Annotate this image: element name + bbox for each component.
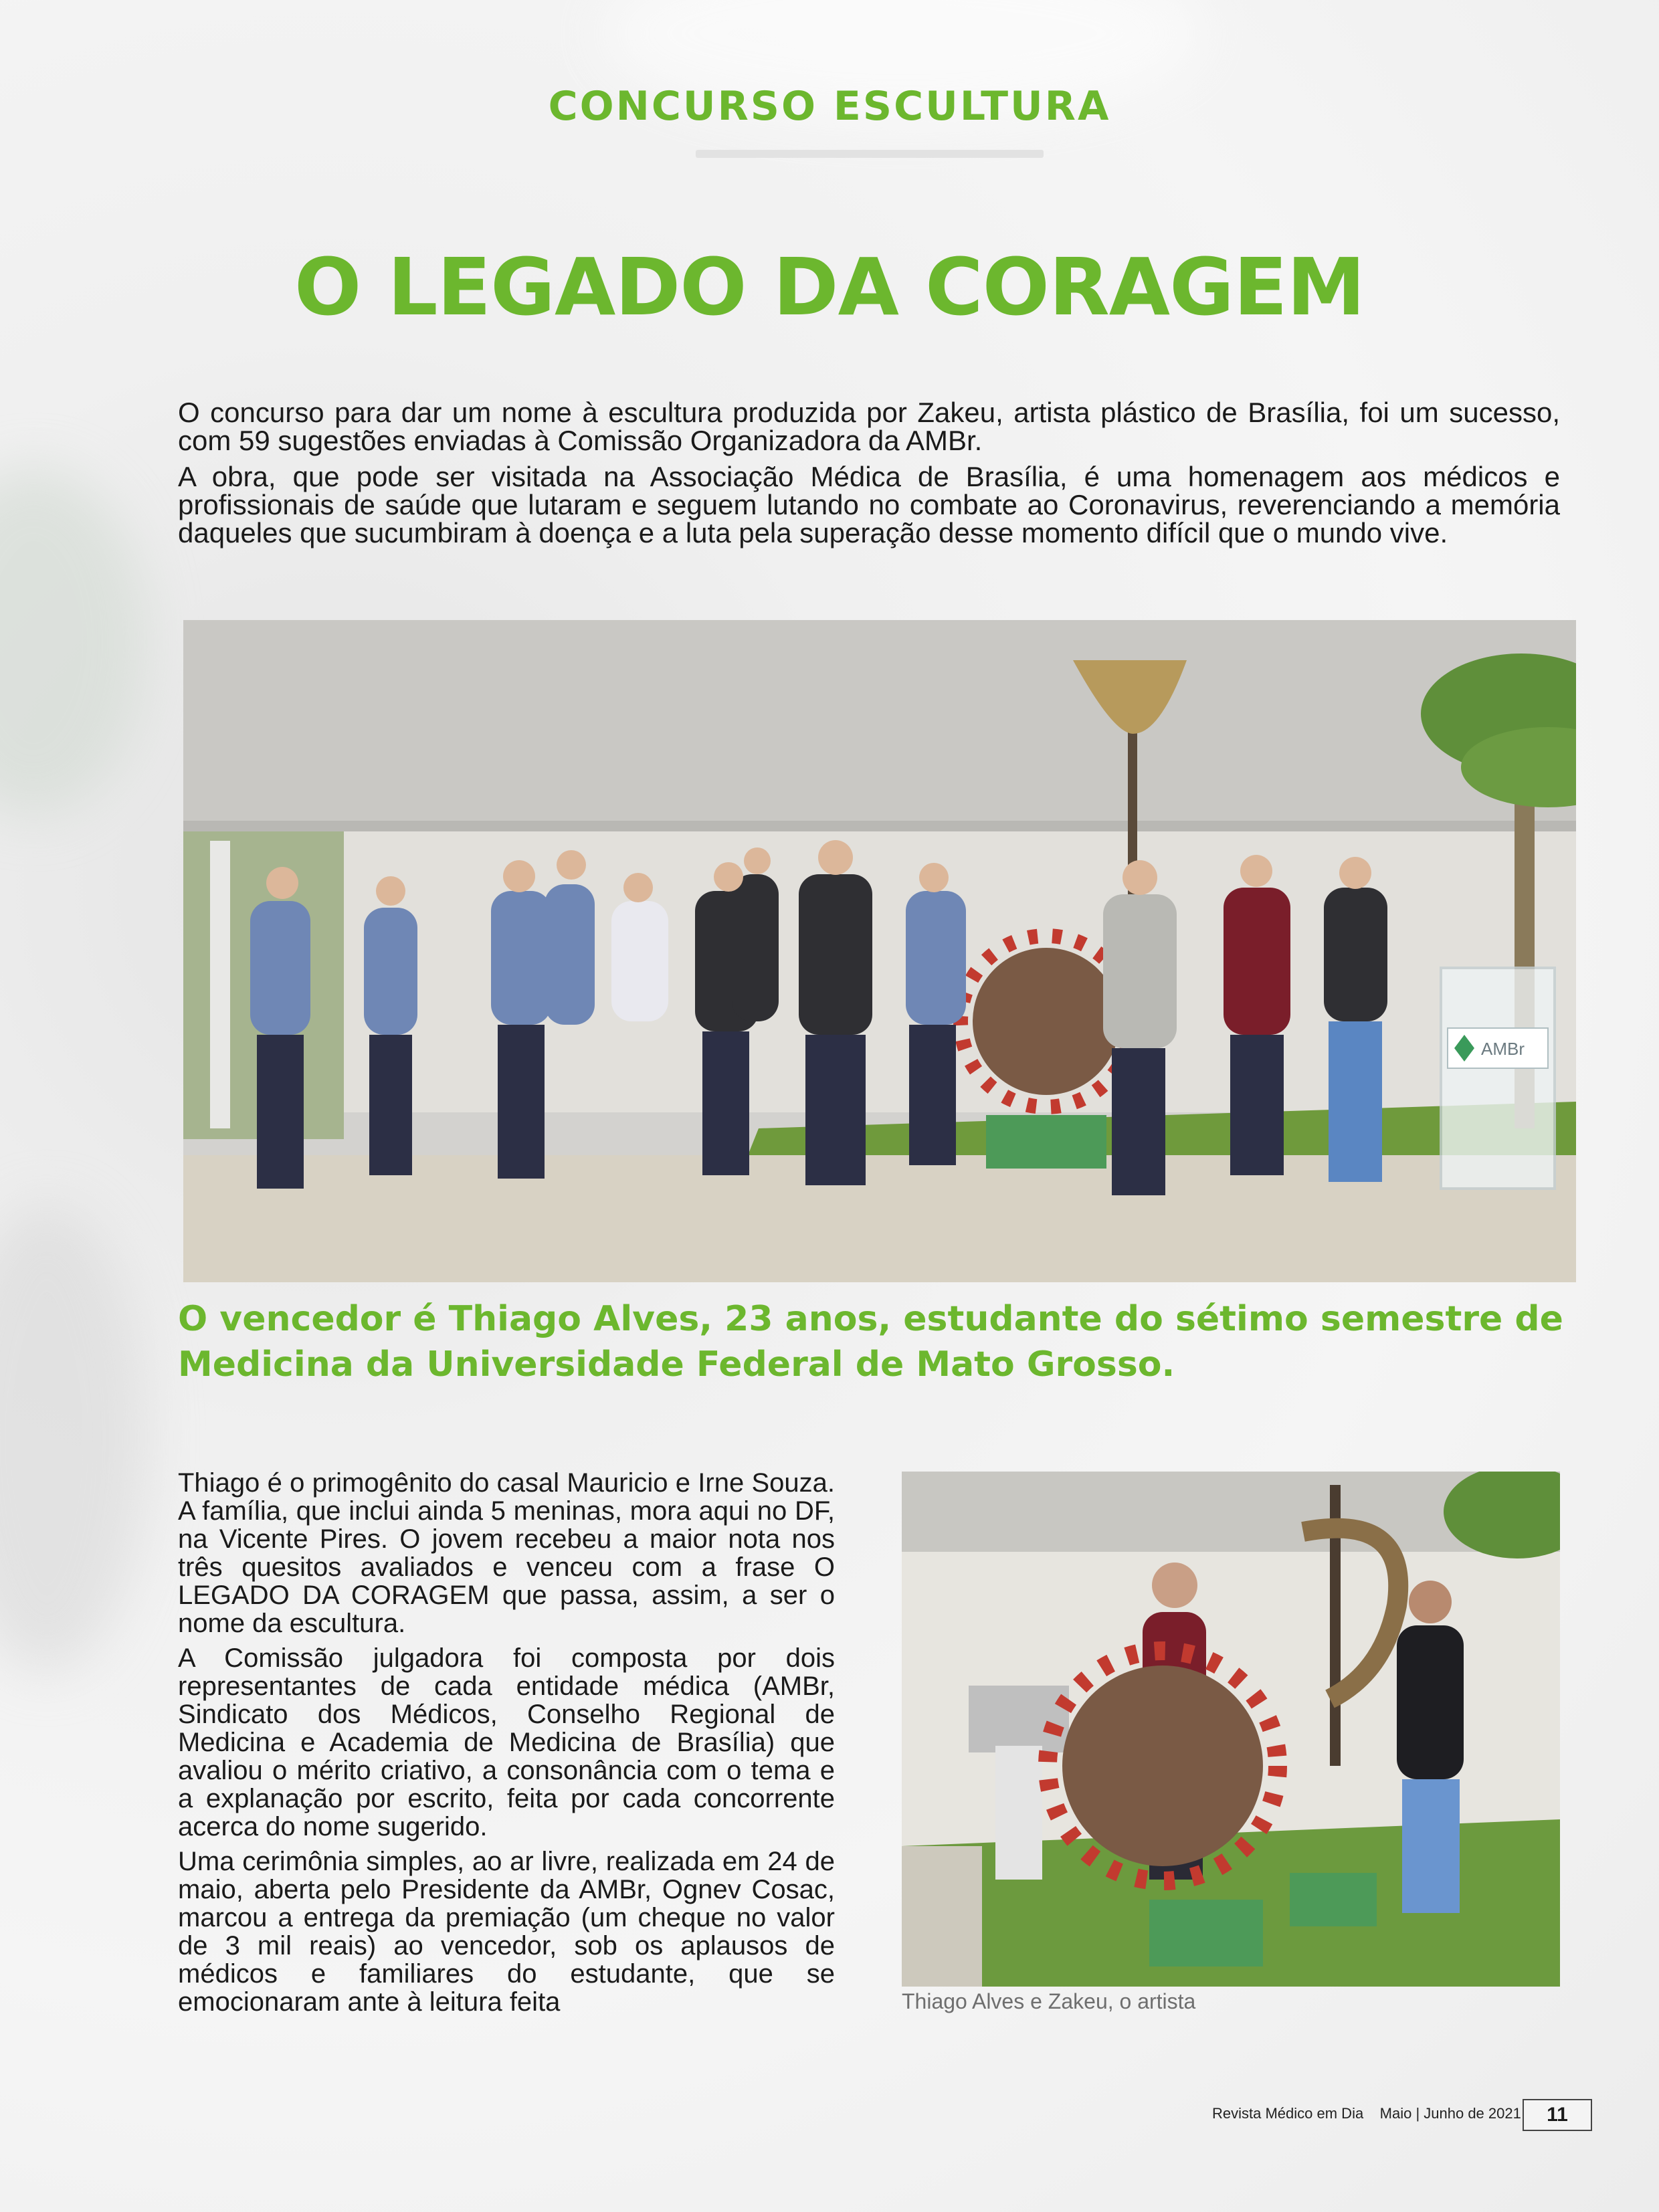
group-photo-illustration bbox=[183, 620, 1576, 1282]
page-title: O LEGADO DA CORAGEM bbox=[294, 241, 1365, 333]
footer-publication-name: Revista Médico em Dia bbox=[1212, 2105, 1364, 2122]
section-divider bbox=[696, 150, 1044, 158]
footer-date: Maio | Junho de 2021 bbox=[1379, 2105, 1521, 2122]
footer-publication bbox=[1212, 2105, 1521, 2122]
group-photo bbox=[183, 620, 1576, 1282]
section-label: CONCURSO ESCULTURA bbox=[548, 83, 1111, 130]
highlight-text: O vencedor é Thiago Alves, 23 anos, estudante do sétimo semestre de Medicina da Universidade Federal de Mato Grosso. bbox=[178, 1299, 1563, 1385]
intro-paragraph: A obra, que pode ser visitada na Associação Médica de Brasília, é uma homenagem aos médicos e profissionais de saúde que lutaram e seguem lutando no combate ao Coronavirus, reverenciando a memória daqueles que sucumbiram à doença e a luta pela superação desse momento difícil que o mundo vive. bbox=[178, 461, 1560, 548]
background-blur-shape bbox=[0, 468, 147, 816]
body-paragraph: Thiago é o primogênito do casal Mauricio e Irne Souza. A família, que inclui ainda 5 meninas, mora aqui no DF, na Vicente Pires. O jovem recebeu a maior nota nos três quesitos avaliados e venceu com a frase O LEGADO DA CORAGEM que passa, assim, a ser o nome da escultura. bbox=[178, 1468, 835, 1638]
photo-caption: Thiago Alves e Zakeu, o artista bbox=[902, 1989, 1196, 2013]
body-paragraph: A Comissão julgadora foi composta por dois representantes de cada entidade médica (AMBr, Sindicato dos Médicos, Conselho Regional de Medicina e Academia de Medicina de Brasília) que avaliou o mérito criativo, a consonância com o tema e a explanação por escrito, feita por cada concorrente acerca do nome sugerido. bbox=[178, 1643, 835, 1841]
winner-photo bbox=[902, 1472, 1560, 1987]
body-text bbox=[178, 1469, 835, 2023]
body-paragraph: Uma cerimônia simples, ao ar livre, realizada em 24 de maio, aberta pelo Presidente da AMBr, Ognev Cosac, marcou a entrega da premiação (um cheque no valor de 3 mil reais) ao vencedor, sob os aplausos de médicos e familiares do estudante, que se emocionaram ante à leitura feita bbox=[178, 1847, 835, 2017]
intro-paragraph: O concurso para dar um nome à escultura produzida por Zakeu, artista plástico de Brasília, foi um sucesso, com 59 sugestões enviadas à Comissão Organizadora da AMBr. bbox=[178, 397, 1560, 456]
background-blur-shape bbox=[0, 1204, 147, 1672]
winner-photo-illustration bbox=[902, 1472, 1560, 1987]
page-number: 11 bbox=[1523, 2099, 1592, 2131]
podium-logo-text: AMBr bbox=[1481, 1039, 1525, 1059]
intro-text bbox=[178, 399, 1560, 555]
